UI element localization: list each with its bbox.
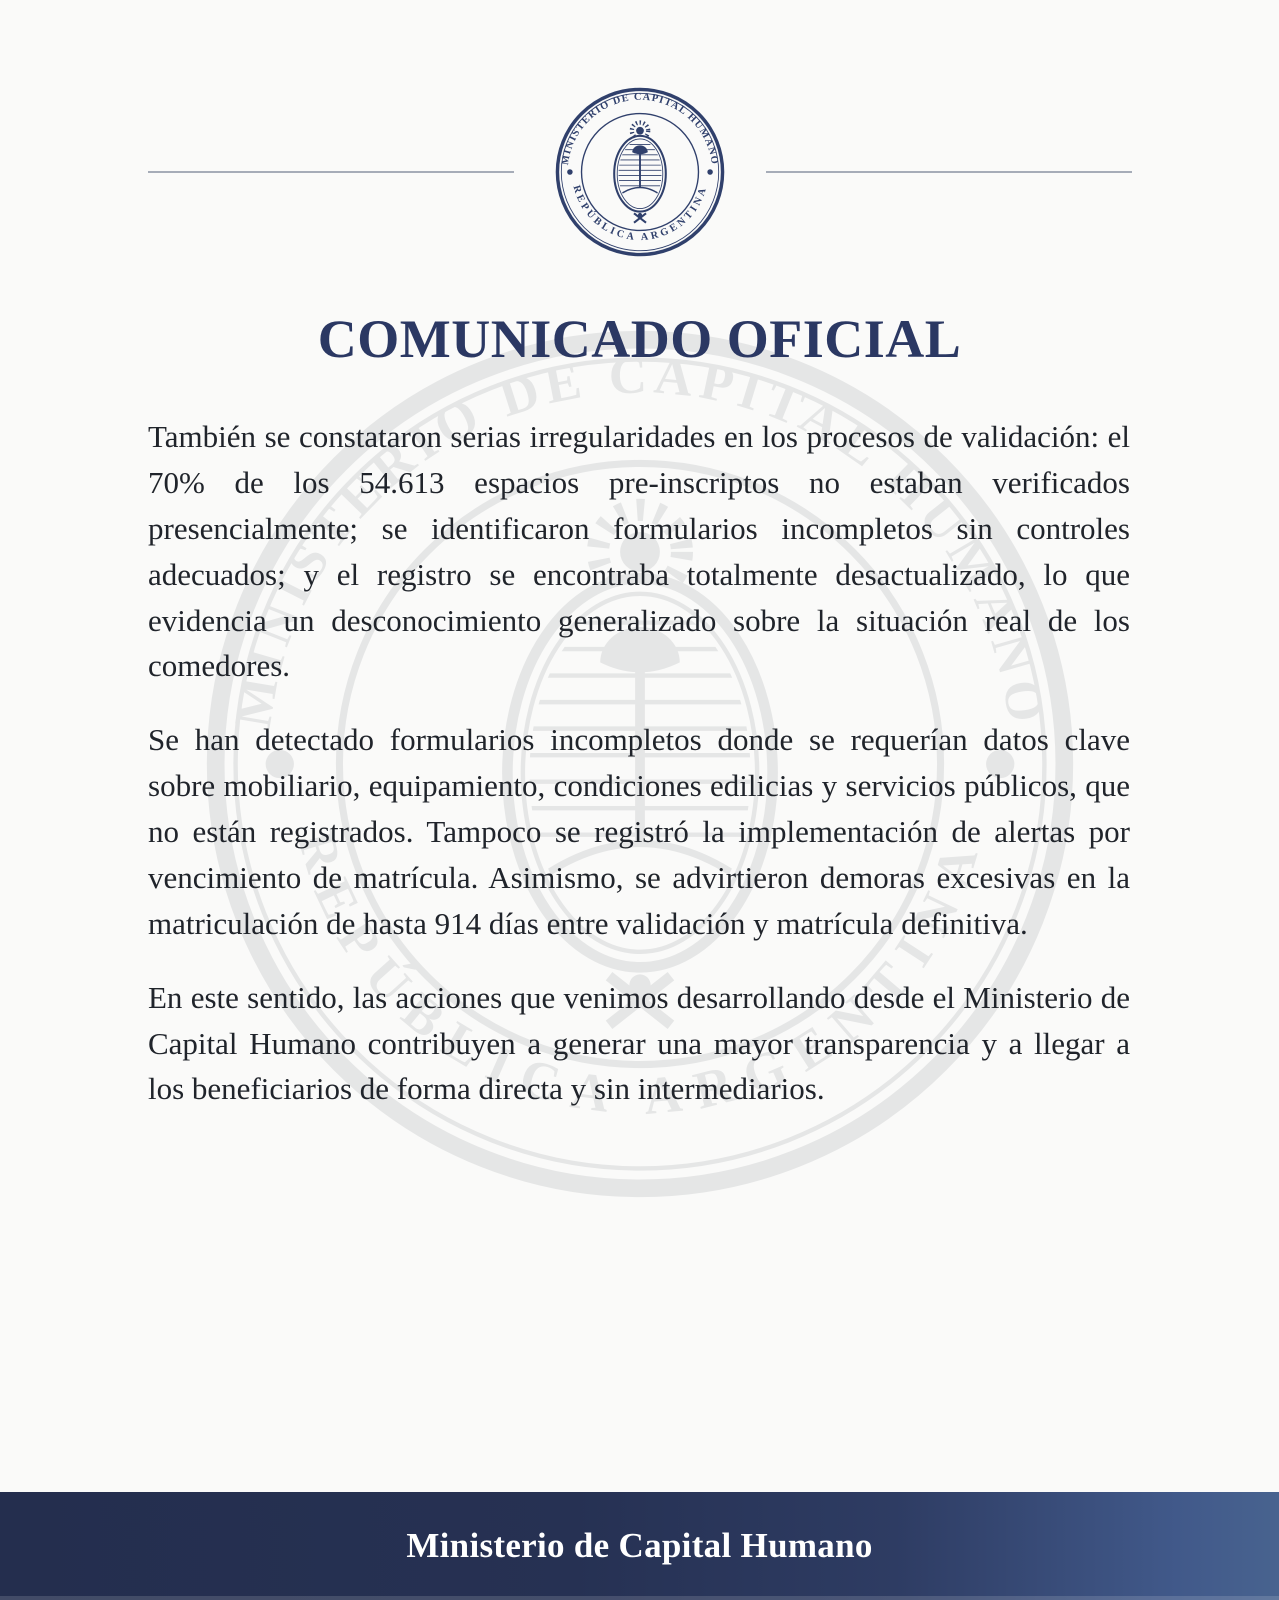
document-header <box>0 0 1279 258</box>
footer-title: Ministerio de Capital Humano <box>406 1526 873 1565</box>
footer-bar <box>0 1492 1279 1600</box>
paragraph-1: También se constataron serias irregularidades en los procesos de validación: el 70% de los 54.613 espacios pre-inscriptos no estaban verificados presencialmente; se identificaron formularios incompletos sin controles adecuados; y el registro se encontraba totalmente desactualizado, lo que evidencia un desconocimiento generalizado sobre la situación real de los comedores. <box>148 419 1130 684</box>
document-body <box>148 414 1130 1112</box>
paragraph-2: Se han detectado formularios incompletos donde se requerían datos clave sobre mobiliario, equipamiento, condiciones edilicias y servicios públicos, que no están registrados. Tampoco se registró la implementación de alertas por vencimiento de matrícula. Asimismo, se advirtieron demoras excesivas en la matriculación de hasta 914 días entre validación y matrícula definitiva. <box>148 722 1130 941</box>
header-rule-left <box>148 171 514 173</box>
paragraph-3: En este sentido, las acciones que venimos desarrollando desde el Ministerio de Capital Humano contribuyen a generar una mayor transparencia y a llegar a los beneficiarios de forma directa y sin intermediarios. <box>148 979 1130 1107</box>
ministry-seal-icon <box>554 86 726 258</box>
header-rule-right <box>766 171 1132 173</box>
page-title: COMUNICADO OFICIAL <box>317 309 962 369</box>
